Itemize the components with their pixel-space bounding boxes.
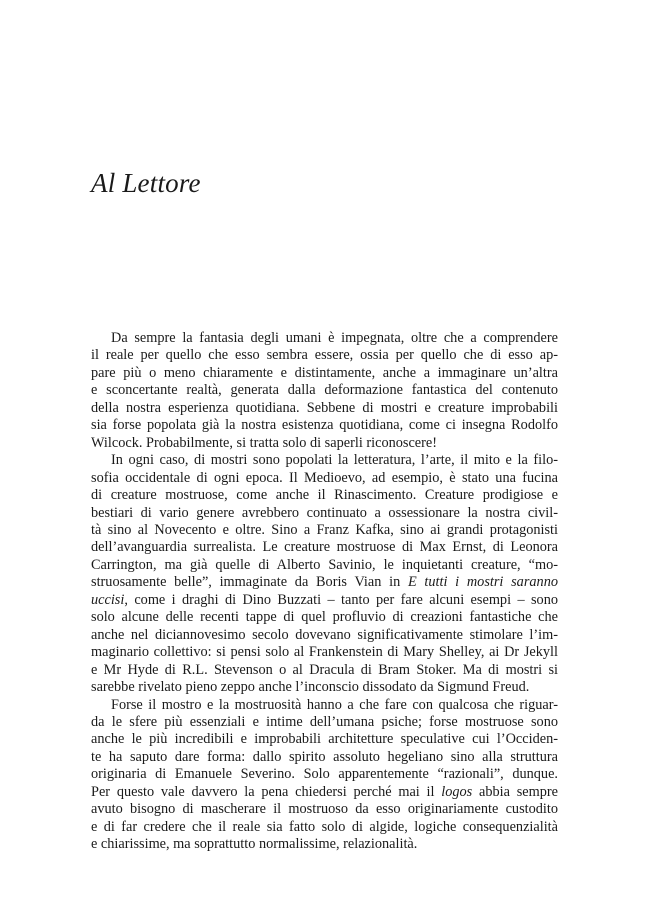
text-segment: di creature mostruose, come anche il Rinascimento. Creature prodigiose e [91,487,558,504]
text-line [91,365,558,382]
text-line [91,452,558,469]
italic-text: logos [441,783,473,800]
text-segment: struosamente belle”, immaginate da Boris Vian in [91,574,408,591]
text-line [91,731,558,748]
italic-text: E tutti i mostri saranno [407,574,558,591]
text-segment: sofia occidentale di ogni epoca. Il Medioevo, ad esempio, è stato una fucina [91,469,558,486]
text-segment: e di far credere che il reale sia fatto solo di algide, logiche consequenzialità [91,818,558,835]
text-segment: maginario collettivo: si pensi solo al Frankenstein di Mary Shelley, ai Dr Jekyll [91,644,558,661]
text-line [91,522,558,539]
text-line [91,557,558,574]
text-segment: dell’avanguardia surrealista. Le creature mostruose di Max Ernst, di Leonora [91,539,558,556]
italic-text: uccisi [91,591,125,608]
text-line [91,836,558,853]
text-segment: anche nel diciannovesimo secolo dovevano significativamente stimolare l’im- [91,626,558,643]
text-segment: e chiarissime, ma soprattutto normalissime, relazionalità. [91,836,418,853]
text-segment: da le sfere più essenziali e intime dell’umana psiche; forse mostruose sono [91,713,558,730]
text-line [91,749,558,766]
text-segment: , come i draghi di Dino Buzzati – tanto per fare alcuni esempi – sono [124,591,558,608]
chapter-title: Al Lettore [91,168,201,198]
text-line [91,417,558,434]
text-segment: e Mr Hyde di R.L. Stevenson o al Dracula di Bram Stoker. Ma di mostri si [91,661,558,678]
text-line [91,627,558,644]
text-segment: Per questo vale davvero la pena chiedersi perché mai il [91,783,442,800]
text-line [91,766,558,783]
text-segment: Carrington, ma già quelle di Alberto Savinio, le inquietanti creature, “mo- [91,556,558,573]
text-segment: sarebbe rivelato pieno zeppo anche l’inconscio dissodato da Sigmund Freud. [91,679,530,696]
text-segment: il reale per quello che esso sembra essere, ossia per quello che di esso ap- [91,347,558,364]
text-segment: originaria di Emanuele Severino. Solo apparentemente “razionali”, dunque. [91,766,558,783]
text-line [91,470,558,487]
text-line [91,382,558,399]
text-line [91,487,558,504]
text-line [91,801,558,818]
text-line [91,679,558,696]
text-line [91,609,558,626]
text-line [91,784,558,801]
text-segment: pare più o meno chiaramente e distintamente, anche a immaginare un’altra [91,364,558,381]
text-segment: sia forse popolata già la nostra esistenza quotidiana, come ci insegna Rodolfo [91,417,558,434]
text-line [91,714,558,731]
text-segment: bestiari di vario genere avrebbero continuato a ossessionare la nostra civil- [91,504,558,521]
text-segment: avuto bisogno di mascherare il mostruoso da esso originariamente custodito [91,801,558,818]
text-line [91,400,558,417]
body-text [91,330,558,854]
text-line [91,505,558,522]
text-segment: e sconcertante realtà, generata dalla deformazione fantastica del contenuto [91,382,558,399]
paragraph-2 [91,452,558,696]
text-segment: della nostra esperienza quotidiana. Sebbene di mostri e creature improbabili [91,399,558,416]
text-segment: te ha saputo dare forma: dallo spirito assoluto hegeliano sino alla struttura [91,748,558,765]
text-line [91,644,558,661]
text-line [91,347,558,364]
text-line [91,819,558,836]
text-segment: Da sempre la fantasia degli umani è impegnata, oltre che a comprendere [111,330,558,346]
text-line [91,330,558,347]
text-line [91,592,558,609]
text-line [91,574,558,591]
text-segment: In ogni caso, di mostri sono popolati la letteratura, l’arte, il mito e la filo- [111,452,558,469]
text-line [91,662,558,679]
text-segment: abbia sempre [472,783,558,800]
text-line [91,697,558,714]
text-segment: Forse il mostro e la mostruosità hanno a che fare con qualcosa che riguar- [111,696,558,713]
paragraph-1 [91,330,558,452]
text-segment: anche le più incredibili e improbabili architetture speculative cui l’Occiden- [91,731,558,748]
text-line [91,539,558,556]
text-segment: solo alcune delle recenti tappe di quel profluvio di creazioni fantastiche che [91,609,558,626]
paragraph-3 [91,697,558,854]
text-line [91,435,558,452]
text-segment: Wilcock. Probabilmente, si tratta solo di saperli riconoscere! [91,434,438,451]
text-segment: tà sino al Novecento e oltre. Sino a Franz Kafka, sino ai grandi protagonisti [91,521,558,538]
